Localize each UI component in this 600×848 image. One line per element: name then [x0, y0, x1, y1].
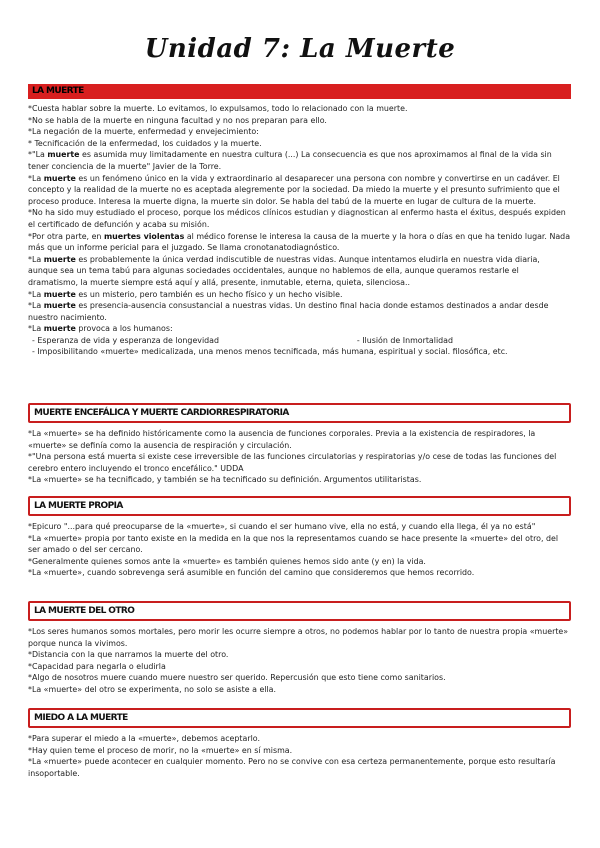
paragraph: *Generalmente quienes somos ante la «muerte» es también quienes hemos sido ante (y en) la vida. — [28, 556, 426, 566]
paragraph: *Epicuro "...para qué preocuparse de la «muerte», si cuando el ser humano vive, ella no está, y cuando ella llega, él ya no está" — [28, 522, 536, 531]
section-heading: LA MUERTE — [28, 84, 571, 99]
list-item — [28, 335, 571, 347]
section-body — [28, 521, 571, 579]
section-muerte-del-otro — [28, 601, 571, 696]
paragraph: *La muerte es un misterio, pero también es un hecho físico y un hecho visible. — [28, 289, 343, 299]
paragraph: *Por otra parte, en muertes violentas al médico forense le interesa la causa de la muerte y la hora o días en que ha tenido lugar. Nada más que un informe pericial para el juzgado. Se llama cronotanatodiagnóstico. — [28, 231, 571, 253]
paragraph: *"Una persona está muerta si existe cese irreversible de las funciones circulatorias y respiratorias y/o cese de todas las funciones del cerebro entero incluyendo el tronco encefálico." UDDA — [28, 452, 557, 473]
paragraph: *La «muerte» se ha definido históricamente como la ausencia de funciones corporales. Previa a la existencia de respiradores, la «muerte» se definía como la ausencia de respiración y circulación. — [28, 429, 536, 450]
paragraph: *Para superar el miedo a la «muerte», debemos aceptarlo. — [28, 734, 260, 743]
paragraph: *No se habla de la muerte en ninguna facultad y no nos preparan para ello. — [28, 115, 327, 125]
paragraph: *La muerte es probablemente la única verdad indiscutible de nuestras vidas. Aunque intentamos eludirla en nuestra vida diaria, aunque sea un tema tabú para algunas sociedades occidentales, aunque no hablemos de ella, aunque queramos restarle el dramatismo, la muerte siempre está aquí y allá, presente, inmutable, eterna, quieta, silenciosa.. — [28, 254, 540, 287]
section-muerte-propia — [28, 496, 571, 579]
section-heading: MUERTE ENCEFÁLICA Y MUERTE CARDIORRESPIRATORIA — [28, 403, 571, 423]
section-muerte-encefalica — [28, 403, 571, 486]
section-heading: LA MUERTE DEL OTRO — [28, 601, 571, 621]
paragraph: *Cuesta hablar sobre la muerte. Lo evitamos, lo expulsamos, todo lo relacionado con la muerte. — [28, 104, 408, 113]
section-body — [28, 733, 571, 779]
section-body — [28, 626, 571, 696]
page-title: Unidad 7: La Muerte — [144, 34, 456, 64]
paragraph: *La muerte es un fenómeno único en la vida y extraordinario al desaparecer una persona con nombre y convertirse en un cadáver. El concepto y la realidad de la muerte no es aceptada alegremente por la sociedad. Da miedo la muerte y el presunto sufrimiento que el proceso produce. Interesa la muerte digna, la muerte sin dolor. Se habla del tabú de la muerte en lugar de cultura de la muerte. — [28, 173, 560, 206]
paragraph: *Los seres humanos somos mortales, pero morir les ocurre siempre a otros, no podemos hablar por lo tanto de nuestra propia «muerte» porque nunca la vivimos. — [28, 627, 569, 648]
paragraph: *Capacidad para negarla o eludirla — [28, 661, 166, 671]
paragraph: *La «muerte» del otro se experimenta, no solo se asiste a ella. — [28, 684, 277, 694]
section-body — [28, 428, 571, 486]
list-item: - Imposibilitando «muerte» medicalizada, una menos menos tecnificada, más humana, espiritual y social. filosófica, etc. — [32, 347, 508, 357]
section-heading: LA MUERTE PROPIA — [28, 496, 571, 516]
paragraph: *Distancia con la que narramos la muerte del otro. — [28, 650, 229, 660]
paragraph: *La negación de la muerte, enfermedad y envejecimiento: — [28, 127, 259, 137]
section-body — [28, 103, 571, 358]
section-heading: MIEDO A LA MUERTE — [28, 708, 571, 728]
section-miedo-a-la-muerte — [28, 708, 571, 779]
list-item-right: - Ilusión de Inmortalidad — [356, 335, 453, 345]
paragraph: *No ha sido muy estudiado el proceso, porque los médicos clínicos estudian y diagnostican al enfermo hasta el éxitus, después expiden el certificado de defunción y acaba su misión. — [28, 208, 566, 229]
paragraph: *Algo de nosotros muere cuando muere nuestro ser querido. Repercusión que esto tiene como sanitarios. — [28, 673, 446, 683]
paragraph: *La «muerte», cuando sobrevenga será asumible en función del camino que consideremos que hemos recorrido. — [28, 568, 475, 578]
paragraph: *Hay quien teme el proceso de morir, no la «muerte» en sí misma. — [28, 745, 293, 755]
paragraph: * Tecnificación de la enfermedad, los cuidados y la muerte. — [28, 138, 262, 148]
paragraph: *La «muerte» se ha tecnificado, y también se ha tecnificado su definición. Argumentos utilitaristas. — [28, 475, 422, 485]
paragraph: *"La muerte es asumida muy limitadamente en nuestra cultura (...) La consecuencia es que nos aproximamos al final de la vida sin tener conciencia de la muerte" Javier de la Torre. — [28, 150, 552, 171]
paragraph: *La muerte es presencia-ausencia consustancial a nuestras vidas. Un destino final hacia donde estamos destinados a andar desde nuestro nacimiento. — [28, 301, 549, 322]
paragraph: *La «muerte» puede acontecer en cualquier momento. Pero no se convive con esa certeza permanentemente, porque esto resultaría insoportable. — [28, 757, 556, 778]
section-la-muerte — [28, 84, 571, 358]
paragraph: *La muerte provoca a los humanos: — [28, 324, 173, 334]
list-item-left: - Esperanza de vida y esperanza de longevidad — [32, 335, 220, 345]
paragraph: *La «muerte» propia por tanto existe en la medida en la que nos la representamos cuando se hace presente la «muerte» del otro, del ser amado o del ser cercano. — [28, 533, 559, 555]
